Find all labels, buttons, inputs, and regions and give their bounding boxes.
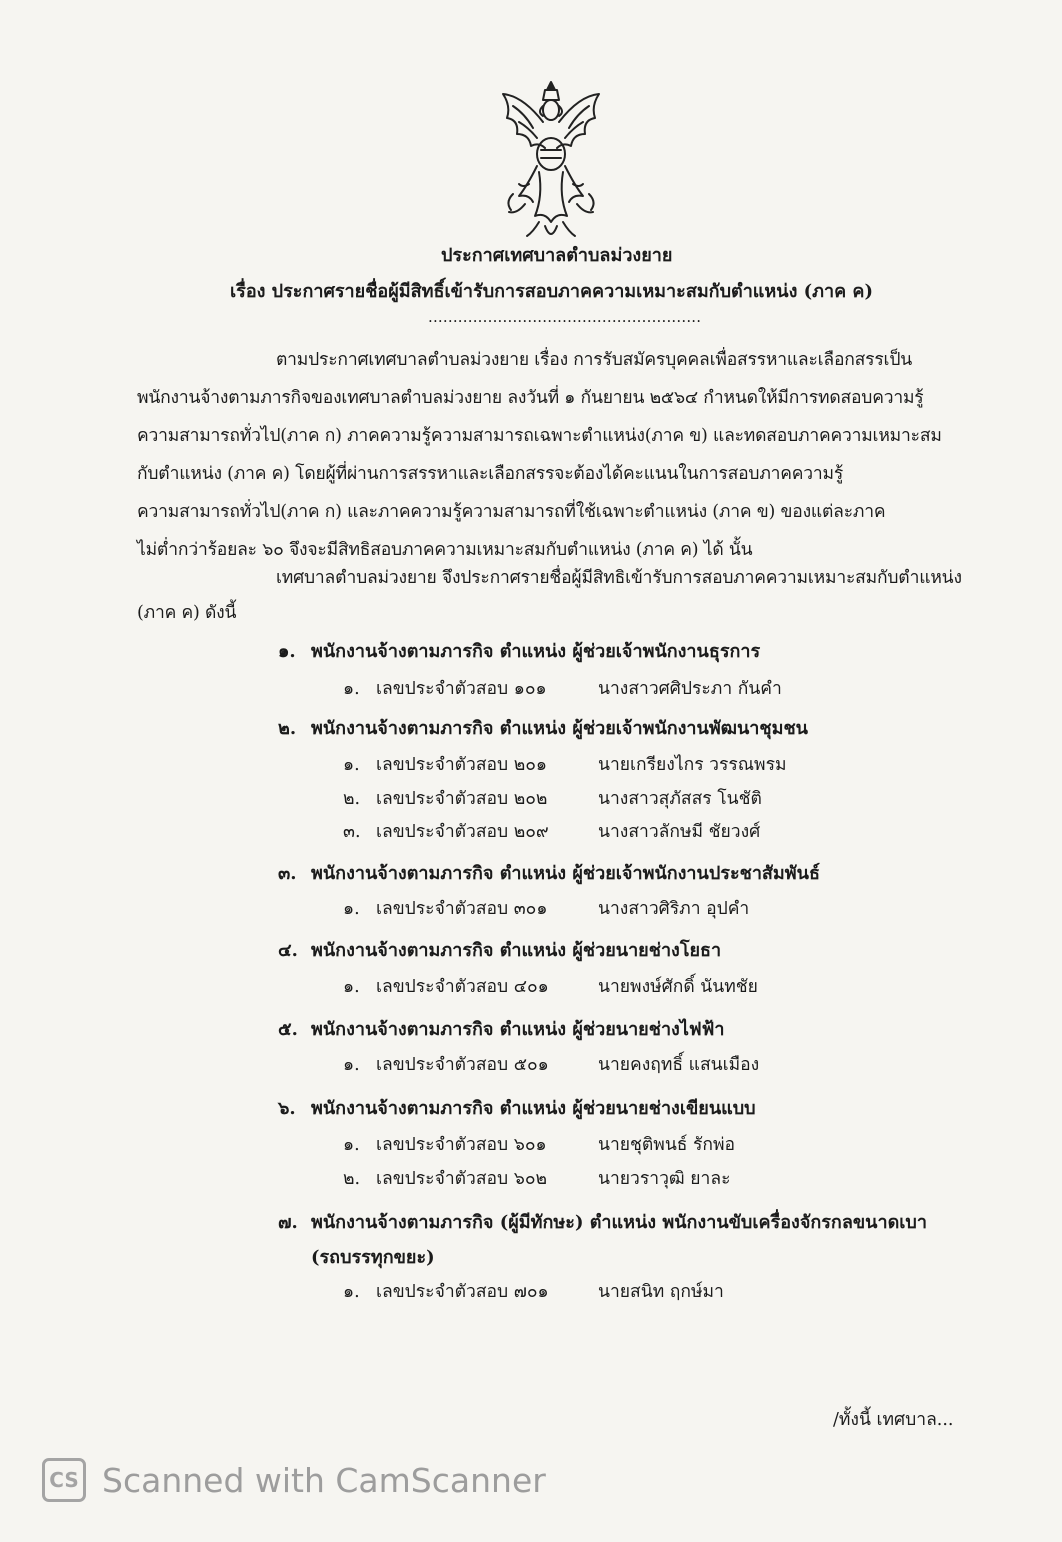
section-number: ๖.	[278, 1098, 296, 1119]
paragraph-line: ความสามารถทั่วไป(ภาค ก) ภาคความรู้ความสามารถเฉพาะตำแหน่ง(ภาค ข) และทดสอบภาคความเหมาะสม	[137, 426, 942, 446]
announcement-title: ประกาศเทศบาลตำบลม่วงยาย	[441, 245, 673, 266]
exam-id: เลขประจำตัวสอบ ๖๐๒	[376, 1169, 548, 1189]
entry-number: ๑.	[343, 1282, 360, 1302]
entry-number: ๑.	[343, 1055, 360, 1075]
watermark-text: Scanned with CamScanner	[102, 1460, 546, 1500]
section-title: พนักงานจ้างตามภารกิจ ตำแหน่ง ผู้ช่วยนายช่างโยธา	[311, 940, 722, 961]
candidate-name: นายสนิท ฤกษ์มา	[598, 1282, 724, 1302]
exam-id: เลขประจำตัวสอบ ๖๐๑	[376, 1135, 547, 1155]
section-number: ๗.	[278, 1212, 298, 1233]
garuda-emblem	[489, 76, 613, 246]
candidate-name: นายชุติพนธ์ รักพ่อ	[598, 1135, 736, 1155]
exam-id: เลขประจำตัวสอบ ๒๐๙	[376, 822, 549, 842]
camscanner-watermark	[42, 1458, 546, 1502]
paragraph-line: (ภาค ค) ดังนี้	[137, 603, 237, 623]
section-number: ๑.	[278, 641, 296, 662]
exam-id: เลขประจำตัวสอบ ๑๐๑	[376, 679, 547, 699]
section-title: พนักงานจ้างตามภารกิจ (ผู้มีทักษะ) ตำแหน่ง พนักงานขับเครื่องจักรกลขนาดเบา	[311, 1212, 927, 1233]
exam-id: เลขประจำตัวสอบ ๓๐๑	[376, 899, 548, 919]
exam-id: เลขประจำตัวสอบ ๕๐๑	[376, 1055, 549, 1075]
candidate-name: นางสาวศิริภา อุปคำ	[598, 899, 750, 919]
title-divider: .......................................................	[428, 308, 702, 326]
exam-id: เลขประจำตัวสอบ ๒๐๑	[376, 755, 548, 775]
candidate-name: นางสาวลักษมี ชัยวงศ์	[598, 822, 761, 842]
candidate-name: นายเกรียงไกร วรรณพรม	[598, 755, 787, 775]
continued-note: /ทั้งนี้ เทศบาล...	[833, 1410, 954, 1430]
announcement-subject: เรื่อง ประกาศรายชื่อผู้มีสิทธิ์เข้ารับการสอบภาคความเหมาะสมกับตำแหน่ง (ภาค ค)	[230, 281, 873, 302]
entry-number: ๑.	[343, 755, 360, 775]
exam-id: เลขประจำตัวสอบ ๒๐๒	[376, 789, 548, 809]
section-title-continued: (รถบรรทุกขยะ)	[311, 1247, 435, 1268]
section-title: พนักงานจ้างตามภารกิจ ตำแหน่ง ผู้ช่วยนายช่างเขียนแบบ	[311, 1098, 756, 1119]
paragraph-line: พนักงานจ้างตามภารกิจของเทศบาลตำบลม่วงยาย ลงวันที่ ๑ กันยายน ๒๕๖๔ กำหนดให้มีการทดสอบความรู้	[137, 388, 924, 408]
section-number: ๓.	[278, 863, 297, 884]
candidate-name: นางสาวสุภัสสร โนชัติ	[598, 789, 762, 809]
entry-number: ๒.	[343, 1169, 361, 1189]
paragraph-line: เทศบาลตำบลม่วงยาย จึงประกาศรายชื่อผู้มีสิทธิเข้ารับการสอบภาคความเหมาะสมกับตำแหน่ง	[276, 568, 962, 588]
section-number: ๕.	[278, 1019, 298, 1040]
entry-number: ๒.	[343, 789, 361, 809]
section-title: พนักงานจ้างตามภารกิจ ตำแหน่ง ผู้ช่วยเจ้าพนักงานพัฒนาชุมชน	[311, 718, 808, 739]
section-title: พนักงานจ้างตามภารกิจ ตำแหน่ง ผู้ช่วยเจ้าพนักงานธุรการ	[311, 641, 761, 662]
paragraph-line: ความสามารถทั่วไป(ภาค ก) และภาคความรู้ความสามารถที่ใช้เฉพาะตำแหน่ง (ภาค ข) ของแต่ละภาค	[137, 502, 886, 522]
entry-number: ๑.	[343, 977, 360, 997]
section-title: พนักงานจ้างตามภารกิจ ตำแหน่ง ผู้ช่วยนายช่างไฟฟ้า	[311, 1019, 725, 1040]
entry-number: ๑.	[343, 679, 360, 699]
paragraph-line: ตามประกาศเทศบาลตำบลม่วงยาย เรื่อง การรับสมัครบุคคลเพื่อสรรหาและเลือกสรรเป็น	[276, 350, 912, 370]
section-number: ๒.	[278, 718, 297, 739]
entry-number: ๓.	[343, 822, 361, 842]
paragraph-line: กับตำแหน่ง (ภาค ค) โดยผู้ที่ผ่านการสรรหาและเลือกสรรจะต้องได้คะแนนในการสอบภาคความรู้	[137, 464, 844, 484]
paragraph-line: ไม่ต่ำกว่าร้อยละ ๖๐ จึงจะมีสิทธิสอบภาคความเหมาะสมกับตำแหน่ง (ภาค ค) ได้ นั้น	[137, 540, 753, 560]
section-number: ๔.	[278, 940, 298, 961]
candidate-name: นายคงฤทธิ์ แสนเมือง	[598, 1055, 760, 1075]
entry-number: ๑.	[343, 899, 360, 919]
candidate-name: นายวราวุฒิ ยาละ	[598, 1169, 731, 1189]
section-title: พนักงานจ้างตามภารกิจ ตำแหน่ง ผู้ช่วยเจ้าพนักงานประชาสัมพันธ์	[311, 863, 820, 884]
camscanner-logo-icon: CS	[42, 1458, 86, 1502]
entry-number: ๑.	[343, 1135, 360, 1155]
candidate-name: นายพงษ์ศักดิ์ นันทชัย	[598, 977, 758, 997]
exam-id: เลขประจำตัวสอบ ๔๐๑	[376, 977, 549, 997]
exam-id: เลขประจำตัวสอบ ๗๐๑	[376, 1282, 549, 1302]
candidate-name: นางสาวศศิประภา กันคำ	[598, 679, 782, 699]
